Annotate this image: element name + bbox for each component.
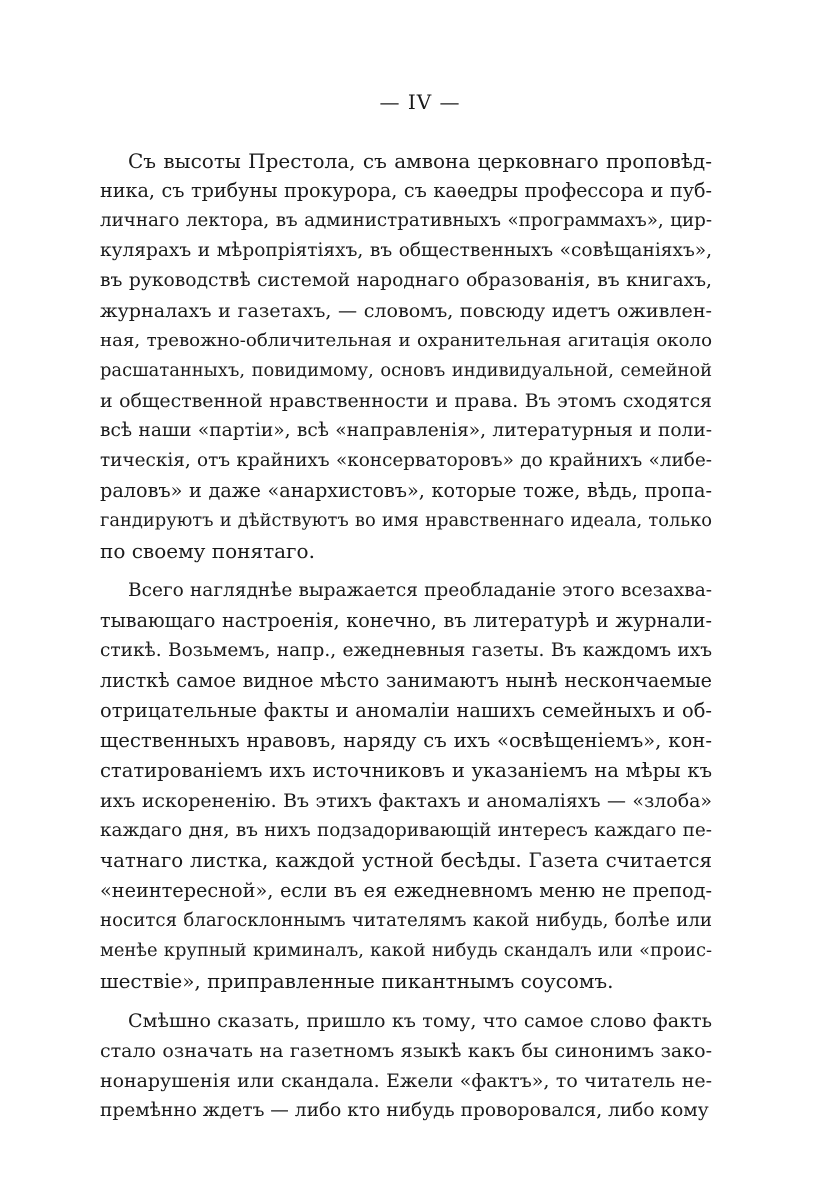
text-line: «неинтересной», если въ ея ежедневномъ меню не препод-	[100, 879, 712, 902]
text-line: кулярахъ и мѣропріятіяхъ, въ общественныхъ «совѣщаніяхъ»,	[100, 240, 712, 261]
page-number: — IV —	[379, 90, 461, 114]
body-text	[100, 146, 712, 1136]
text-line: и общественной нравственности и права. Въ этомъ сходятся	[100, 390, 712, 412]
paragraph	[100, 1006, 712, 1126]
text-line: журналахъ и газетахъ, — словомъ, повсюду идетъ оживлен-	[100, 299, 712, 322]
text-line: стало означать на газетномъ языкѣ какъ бы синонимъ зако-	[100, 1040, 712, 1062]
text-line: чатнаго листка, каждой устной бесѣды. Газета считается	[100, 849, 712, 872]
text-line: Смѣшно сказать, пришло къ тому, что самое слово факть	[128, 1009, 712, 1032]
text-line: личнаго лектора, въ административныхъ «программахъ», цир-	[100, 210, 712, 231]
text-line: премѣнно ждетъ — либо кто нибудь проворовался, либо кому	[100, 1100, 709, 1121]
text-line: ная, тревожно-обличительная и охранительная агитація около	[100, 330, 712, 351]
text-line: всѣ наши «партіи», всѣ «направленія», литературныя и поли-	[100, 420, 712, 441]
text-line: въ руководствѣ системой народнаго образованія, въ книгахъ,	[100, 270, 712, 291]
text-line: щественныхъ нравовъ, наряду съ ихъ «освѣщеніемъ», кон-	[100, 729, 712, 752]
text-line: носится благосклоннымъ читателямъ какой нибудь, болѣе или	[100, 910, 712, 931]
text-line: раловъ» и даже «анархистовъ», которые тоже, вѣдь, пропа-	[100, 479, 712, 502]
text-line: отрицательные факты и аномаліи нашихъ семейныхъ и об-	[100, 699, 712, 722]
text-line: шествіе», приправленные пикантнымъ соусомъ.	[100, 969, 614, 993]
text-line: менѣе крупный криминалъ, какой нибудь скандалъ или «проис-	[100, 940, 712, 961]
paragraph	[100, 146, 712, 566]
paragraph	[100, 576, 712, 996]
text-line: Всего нагляднѣе выражается преобладаніе этого всезахва-	[128, 580, 712, 601]
text-line: листкѣ самое видное мѣсто занимаютъ нынѣ нескончаемые	[100, 669, 712, 692]
text-line: тывающаго настроенія, конечно, въ литературѣ и журнали-	[100, 609, 712, 632]
text-line: Съ высоты Престола, съ амвона церковнаго проповѣд-	[128, 149, 712, 173]
text-line: стикѣ. Возьмемъ, напр., ежедневныя газеты. Въ каждомъ ихъ	[100, 640, 712, 661]
text-line: ихъ искорененію. Въ этихъ фактахъ и аномаліяхъ — «злоба»	[100, 790, 712, 812]
text-line: ника, съ трибуны прокурора, съ каѳедры профессора и пуб-	[100, 179, 712, 202]
text-line: по своему понятаго.	[100, 539, 315, 563]
text-line: каждаго дня, въ нихъ подзадоривающій интересъ каждаго пе-	[100, 820, 712, 841]
text-line: гандируютъ и дѣйствуютъ во имя нравственнаго идеала, только	[100, 510, 712, 531]
text-line: нонарушенія или скандала. Ежели «фактъ», то читатель не-	[100, 1070, 712, 1092]
text-line: расшатанныхъ, повидимому, основъ индивидуальной, семейной	[100, 360, 712, 381]
text-line: статированіемъ ихъ источниковъ и указаніемъ на мѣры къ	[100, 759, 712, 782]
text-line: тическія, отъ крайнихъ «консерваторовъ» до крайнихъ «либе-	[100, 450, 712, 471]
